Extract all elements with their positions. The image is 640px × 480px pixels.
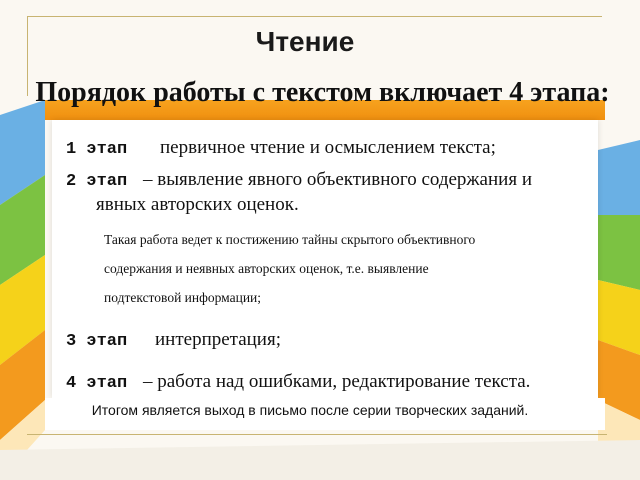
frame-bottom-line bbox=[27, 434, 607, 435]
stage-2-continuation: явных авторских оценок. bbox=[96, 194, 299, 215]
stage-4-label: 4 этап bbox=[66, 374, 128, 393]
note-line-2: содержания и неявных авторских оценок, т.е. выявление bbox=[104, 261, 429, 276]
note-line-3: подтекстовой информации; bbox=[104, 290, 262, 305]
stage-2-label: 2 этап bbox=[66, 172, 128, 191]
right-green-stripe bbox=[598, 215, 640, 290]
stage-1-label: 1 этап bbox=[66, 140, 128, 159]
stage-4-text: – работа над ошибками, редактирование текста. bbox=[143, 371, 531, 392]
right-blue-stripe bbox=[598, 140, 640, 215]
note-line-1: Такая работа ведет к постижению тайны скрытого объективного bbox=[104, 232, 476, 247]
stage-1-text: первичное чтение и осмыслением текста; bbox=[160, 137, 496, 158]
stage-3-text: интерпретация; bbox=[155, 329, 281, 350]
slide-heading: Порядок работы с текстом включает 4 этапа: bbox=[35, 77, 610, 108]
stage-3-label: 3 этап bbox=[66, 332, 128, 351]
content-card bbox=[52, 120, 598, 398]
summary-text: Итогом является выход в письмо после серии творческих заданий. bbox=[91, 402, 529, 418]
stage-2-text: – выявление явного объективного содержания и bbox=[143, 169, 532, 190]
frame-top-line bbox=[27, 16, 602, 17]
page-title: Чтение bbox=[255, 26, 355, 57]
bottom-sweep bbox=[0, 440, 640, 480]
